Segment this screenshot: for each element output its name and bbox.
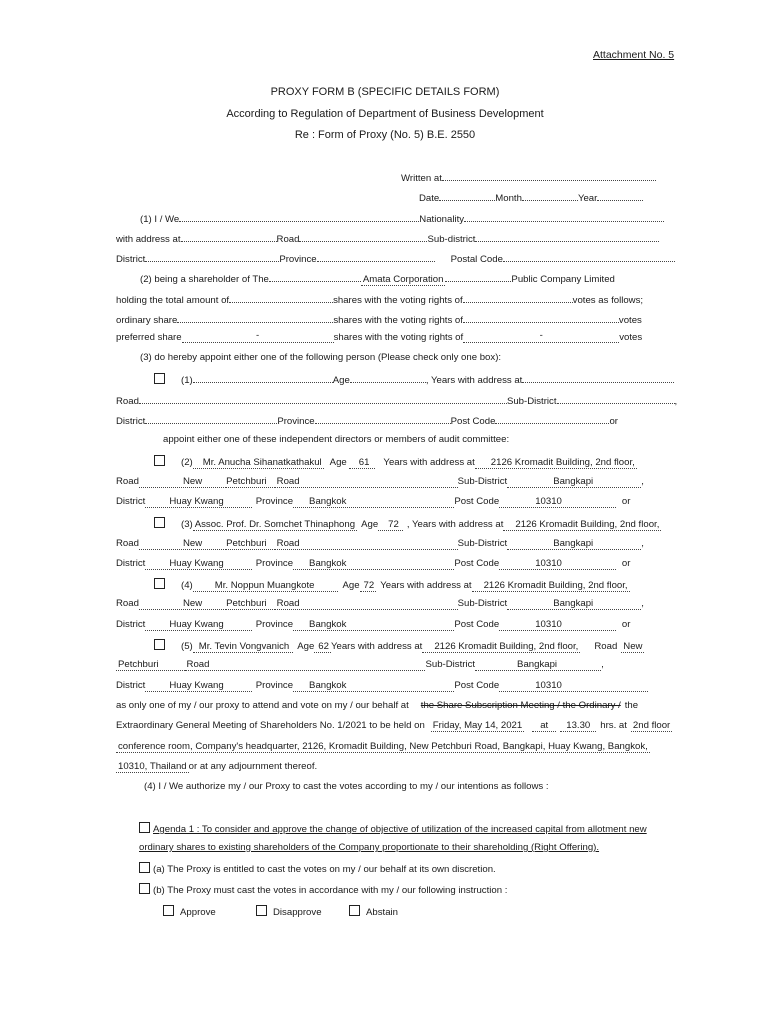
proxy1-address-field[interactable]	[522, 372, 674, 383]
proxy3-checkbox[interactable]	[154, 517, 165, 528]
month-field[interactable]	[522, 190, 578, 201]
proxy5-number: (5)	[181, 641, 193, 652]
proxy1-district-line	[116, 413, 618, 428]
proxy5-postcode: 10310	[499, 680, 648, 692]
year-field[interactable]	[597, 190, 643, 201]
proxy4-comma: ,	[641, 598, 644, 609]
abstain-label: Abstain	[366, 907, 398, 918]
nationality-label: Nationality	[419, 214, 465, 225]
form-subtitle-reference: Re : Form of Proxy (No. 5) B.E. 2550	[294, 129, 476, 141]
proxy4-postcode: 10310	[499, 619, 616, 631]
shareholder-label: (2) being a shareholder of The	[140, 274, 269, 285]
proxy5-province: Bangkok	[293, 680, 454, 692]
proxy2-postcode-label: Post Code	[454, 496, 500, 507]
subdistrict-label: Sub-district	[427, 234, 476, 245]
proxy4-address: 2126 Kromadit Building, 2nd floor,	[472, 580, 630, 592]
proxy5-road-word: Road	[185, 659, 426, 671]
meeting-venue-3: 10310, Thailand	[118, 761, 187, 772]
proxy-attend-text: as only one of my / our proxy to attend and vote on my / our behalf at	[116, 700, 409, 711]
proxy3-road-label: Road	[116, 538, 139, 549]
proxy2-road-label: Road	[116, 476, 139, 487]
proxy4-province-label: Province	[255, 619, 294, 630]
proxy4-line	[154, 578, 630, 592]
proxy3-province-label: Province	[255, 558, 294, 569]
meeting-date: Friday, May 14, 2021	[432, 720, 523, 731]
meeting-held-text: Extraordinary General Meeting of Shareholders No. 1/2021 to be held on	[116, 720, 425, 731]
proxy1-checkbox[interactable]	[154, 373, 165, 384]
written-at-label: Written at	[401, 173, 442, 184]
vote-choices	[163, 905, 216, 919]
month-label: Month	[495, 193, 522, 204]
date-field[interactable]	[439, 190, 495, 201]
proxy4-road-line	[116, 598, 644, 610]
adjournment-text: or at any adjournment thereof.	[188, 761, 318, 772]
proxy2-years-label: Years with address at	[383, 457, 475, 468]
proxy3-road-1: New	[139, 538, 226, 550]
meeting-held-line	[116, 720, 672, 732]
iwe-field[interactable]	[179, 211, 419, 222]
company-gap	[445, 271, 511, 282]
district-field[interactable]	[145, 251, 279, 262]
road-field[interactable]	[299, 231, 427, 242]
proxy1-line	[154, 372, 674, 387]
authorize-text: (4) I / We authorize my / our Proxy to cast the votes according to my / our intentions as follows :	[144, 781, 549, 792]
proxy4-road-word: Road	[275, 598, 458, 610]
proxy4-years-label: Years with address at	[380, 580, 472, 591]
proxy4-district: Huay Kwang	[145, 619, 251, 631]
proxy1-province-label: Province	[277, 416, 315, 427]
ordinary-voting-field[interactable]	[463, 312, 619, 323]
proxy4-age-label: Age	[342, 580, 360, 591]
written-at-field[interactable]	[442, 170, 656, 181]
proxy4-road-1: New	[139, 598, 226, 610]
preferred-share-field[interactable]	[182, 332, 334, 343]
option-a-text: (a) The Proxy is entitled to cast the votes on my / our behalf at its own discretion.	[153, 864, 496, 875]
meeting-venue-1: 2nd floor	[632, 720, 671, 731]
appoint-directors-text: appoint either one of these independent directors or members of audit committee:	[163, 434, 510, 445]
ordinary-votes-label: votes	[618, 315, 642, 326]
proxy3-district-line	[116, 558, 630, 570]
option-b-line	[139, 883, 507, 897]
meeting-the: the	[624, 700, 639, 711]
proxy1-district-label: District	[116, 416, 146, 427]
meeting-venue-2: conference room, Company's headquarter, 2126, Kromadit Building, New Petchburi Road, Bangkapi, Huay Kwang, Bangkok,	[118, 741, 648, 752]
proxy2-road-line	[116, 476, 644, 488]
proxy3-age: 72	[378, 519, 403, 531]
proxy1-road-field[interactable]	[139, 393, 507, 404]
year-label: Year	[577, 193, 598, 204]
shareholder-gap	[269, 271, 361, 282]
option-a-line	[139, 862, 496, 876]
proxy2-district-label: District	[116, 496, 146, 507]
proxy1-or: or	[609, 416, 618, 427]
proxy2-checkbox[interactable]	[154, 455, 165, 466]
proxy5-district-label: District	[116, 680, 146, 691]
proxy4-road-2: Petchburi	[226, 598, 275, 610]
postal-code-field[interactable]	[503, 251, 675, 262]
proxy5-subdistrict: Bangkapi	[475, 659, 601, 671]
preferred-voting-label: shares with the voting rights of	[333, 332, 464, 343]
abstain-choice	[349, 905, 398, 919]
approve-checkbox[interactable]	[163, 905, 174, 916]
iwe-line	[140, 211, 664, 226]
proxy1-province-field[interactable]	[315, 413, 451, 424]
agenda1-line2: ordinary shares to existing shareholders of the Company proportionate to their shareholding (Right Offering).	[139, 842, 600, 853]
proxy5-district: Huay Kwang	[145, 680, 251, 692]
proxy3-number: (3)	[181, 519, 193, 530]
proxy5-name: Mr. Tevin Vongvanich	[193, 641, 293, 653]
proxy1-number: (1)	[181, 375, 193, 386]
holding-field[interactable]	[229, 292, 333, 303]
proxy1-subdistrict-label: Sub-District	[506, 396, 557, 407]
ordinary-voting-label: shares with the voting rights of	[333, 315, 463, 326]
proxy3-line	[154, 517, 661, 531]
proxy2-road-1: New	[139, 476, 226, 488]
proxy3-road-line	[116, 538, 644, 550]
proxy2-district: Huay Kwang	[145, 496, 251, 508]
meeting-at: at	[532, 720, 556, 732]
proxy3-name: Assoc. Prof. Dr. Somchet Thinaphong	[194, 519, 356, 530]
proxy3-age-label: Age	[361, 519, 379, 530]
proxy4-subdistrict-label: Sub-District	[457, 598, 508, 609]
province-field[interactable]	[317, 251, 435, 262]
proxy3-years-label: , Years with address at	[406, 519, 504, 530]
attachment-number: Attachment No. 5	[593, 49, 675, 61]
appoint-instruction: (3) do hereby appoint either one of the following person (Please check only one box):	[140, 352, 502, 363]
preferred-voting-field[interactable]	[463, 332, 619, 343]
option-b-checkbox[interactable]	[139, 883, 150, 894]
proxy5-postcode-label: Post Code	[454, 680, 500, 691]
address-field[interactable]	[181, 231, 277, 242]
proxy2-postcode: 10310	[499, 496, 616, 508]
votes-as-follows-label: votes as follows;	[572, 295, 644, 306]
approve-label: Approve	[180, 907, 216, 918]
proxy5-road-line	[116, 659, 604, 671]
proxy3-subdistrict-label: Sub-District	[457, 538, 508, 549]
adjournment-line	[116, 761, 317, 773]
proxy4-district-label: District	[116, 619, 146, 630]
proxy3-subdistrict: Bangkapi	[507, 538, 641, 550]
written-at-line	[401, 170, 656, 185]
form-title: PROXY FORM B (SPECIFIC DETAILS FORM)	[270, 86, 500, 98]
disapprove-checkbox[interactable]	[256, 905, 267, 916]
shareholder-line	[140, 271, 615, 286]
proxy2-comma: ,	[641, 476, 644, 487]
disapprove-label: Disapprove	[273, 907, 322, 918]
proxy4-subdistrict: Bangkapi	[507, 598, 641, 610]
proxy2-province: Bangkok	[293, 496, 454, 508]
proxy3-province: Bangkok	[293, 558, 454, 570]
proxy5-checkbox[interactable]	[154, 639, 165, 650]
agenda1-title: Agenda 1 : To consider and approve the change of objective of utilization of the increased capital from allotment new	[153, 824, 647, 835]
province-label: Province	[279, 254, 317, 265]
proxy5-age-label: Age	[297, 641, 315, 652]
proxy-attend-line	[116, 700, 638, 712]
proxy3-district: Huay Kwang	[145, 558, 251, 570]
proxy1-years-label: , Years with address at	[425, 375, 523, 386]
disapprove-choice	[256, 905, 322, 919]
proxy2-province-label: Province	[255, 496, 294, 507]
proxy1-age-field[interactable]	[350, 372, 426, 383]
proxy3-postcode-label: Post Code	[454, 558, 500, 569]
with-address-label: with address at	[116, 234, 181, 245]
proxy2-address: 2126 Kromadit Building, 2nd floor,	[475, 457, 637, 469]
road-label: Road	[276, 234, 300, 245]
proxy4-district-line	[116, 619, 630, 631]
proxy4-postcode-label: Post Code	[454, 619, 500, 630]
proxy3-district-label: District	[116, 558, 146, 569]
proxy5-district-line	[116, 680, 648, 692]
proxy5-comma: ,	[601, 659, 604, 670]
proxy1-road-line	[116, 393, 677, 408]
proxy2-number: (2)	[181, 457, 193, 468]
voting-rights-label: shares with the voting rights of	[333, 295, 463, 306]
proxy4-name: Mr. Noppun Muangkote	[193, 580, 339, 592]
voting-rights-field[interactable]	[463, 292, 573, 303]
postal-code-label: Postal Code	[450, 254, 503, 265]
proxy2-age-label: Age	[329, 457, 347, 468]
proxy1-subdistrict-field[interactable]	[557, 393, 675, 404]
holding-label: holding the total amount of	[116, 295, 230, 306]
proxy2-road-2: Petchburi	[226, 476, 275, 488]
preferred-votes-dash: -	[539, 330, 543, 341]
public-company-label: Public Company Limited	[511, 274, 615, 285]
ordinary-share-label: ordinary share	[116, 315, 178, 326]
meeting-hrs-at: hrs. at	[600, 720, 627, 731]
proxy2-district-line	[116, 496, 630, 508]
proxy3-or: or	[621, 558, 631, 569]
proxy2-age: 61	[349, 457, 376, 469]
proxy3-postcode: 10310	[499, 558, 616, 570]
proxy4-number: (4)	[181, 580, 193, 591]
proxy2-subdistrict: Bangkapi	[507, 476, 641, 488]
proxy1-name-field[interactable]	[193, 372, 333, 383]
proxy2-road-word: Road	[275, 476, 458, 488]
preferred-votes-label: votes	[619, 332, 643, 343]
option-b-text: (b) The Proxy must cast the votes in accordance with my / our following instruction :	[153, 885, 508, 896]
ordinary-line	[116, 312, 642, 327]
proxy3-road-word: Road	[275, 538, 458, 550]
abstain-checkbox[interactable]	[349, 905, 360, 916]
proxy1-postcode-field[interactable]	[495, 413, 609, 424]
nationality-field[interactable]	[464, 211, 664, 222]
proxy5-road-label: Road	[594, 641, 618, 652]
meeting-time: 13.30	[560, 720, 596, 732]
proxy5-subdistrict-label: Sub-District	[425, 659, 476, 670]
ordinary-share-field[interactable]	[177, 312, 333, 323]
subdistrict-field[interactable]	[475, 231, 659, 242]
proxy2-subdistrict-label: Sub-District	[457, 476, 508, 487]
proxy5-line	[154, 639, 644, 653]
district-label: District	[116, 254, 146, 265]
date-line	[419, 190, 643, 205]
option-a-checkbox[interactable]	[139, 862, 150, 873]
proxy4-or: or	[621, 619, 631, 630]
proxy5-province-label: Province	[255, 680, 294, 691]
proxy4-checkbox[interactable]	[154, 578, 165, 589]
address-line	[116, 231, 659, 246]
proxy5-road-1: New	[623, 641, 643, 652]
venue-line	[116, 741, 650, 753]
proxy1-age-label: Age	[332, 375, 350, 386]
proxy3-road-2: Petchburi	[226, 538, 275, 550]
district-line	[116, 251, 675, 266]
proxy5-age: 62	[314, 641, 331, 653]
date-label: Date	[419, 193, 440, 204]
proxy3-address: 2126 Kromadit Building, 2nd floor,	[503, 519, 661, 531]
proxy4-province: Bangkok	[293, 619, 454, 631]
holding-line	[116, 292, 643, 307]
iwe-label: (1) I / We	[140, 214, 180, 225]
agenda1-line1	[139, 822, 647, 836]
proxy3-comma: ,	[641, 538, 644, 549]
proxy4-road-label: Road	[116, 598, 139, 609]
meeting-type-struck: the Share Subscription Meeting / the Ordinary /	[420, 700, 621, 711]
form-subtitle-regulation: According to Regulation of Department of Business Development	[226, 108, 544, 120]
proxy5-address: 2126 Kromadit Building, 2nd floor,	[422, 641, 580, 653]
proxy5-years-label: Years with address at	[330, 641, 423, 652]
proxy1-road-label: Road	[116, 396, 139, 407]
proxy2-name: Mr. Anucha Sihanatkathakul	[193, 457, 324, 469]
proxy2-or: or	[621, 496, 631, 507]
preferred-share-label: preferred share	[116, 332, 182, 343]
proxy2-line	[154, 455, 637, 469]
agenda1-checkbox[interactable]	[139, 822, 150, 833]
proxy1-postcode-label: Post Code	[450, 416, 496, 427]
preferred-line	[116, 332, 642, 344]
proxy1-comma: ,	[674, 396, 678, 407]
preferred-share-dash: -	[255, 330, 260, 341]
company-name: Amata Corporation	[362, 274, 444, 285]
proxy1-district-field[interactable]	[145, 413, 277, 424]
proxy4-age: 72	[360, 580, 377, 592]
proxy5-road-2: Petchburi	[116, 659, 185, 671]
